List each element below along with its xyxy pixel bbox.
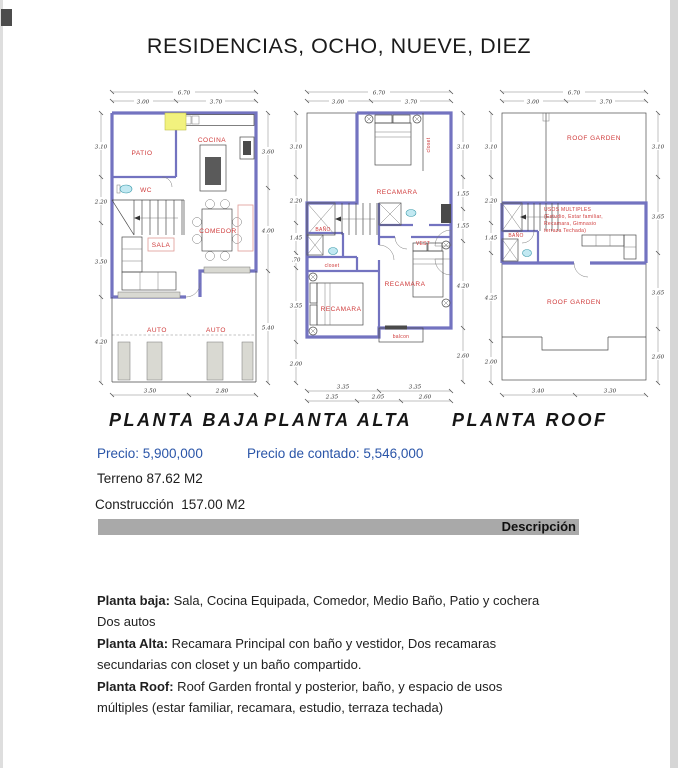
room-label-closet: closet <box>324 263 340 269</box>
dim-label: 4.00 <box>261 228 275 235</box>
dim-label: 2.35 <box>325 394 339 401</box>
dim-label: 3.10 <box>456 144 470 151</box>
room-label-usos-1: USOS MULTIPLES <box>544 207 592 213</box>
description-label: Planta Roof: <box>97 679 174 694</box>
room-label-sala: SALA <box>151 242 171 249</box>
dim-label: 3.10 <box>94 144 108 151</box>
dim-chain-top <box>110 88 258 106</box>
room-label-recamara-der: RECAMARA <box>384 281 426 288</box>
room-label-usos-3: Recamara, Gimnasio <box>544 221 597 227</box>
double-height-void <box>307 113 357 203</box>
room-label-recamara-principal: RECAMARA <box>376 189 418 196</box>
dim-chain-left <box>288 111 304 385</box>
page-title: RESIDENCIAS, OCHO, NUEVE, DIEZ <box>146 34 532 58</box>
dim-label: 5.40 <box>261 325 275 332</box>
room-label-usos-4: terraza Techada) <box>544 228 587 234</box>
description-header-label: Descripción <box>501 519 576 534</box>
description-planta-alta <box>97 634 542 675</box>
dim-label: 2.20 <box>484 198 498 205</box>
dim-label: 3.55 <box>289 303 303 310</box>
construction-area-text: Construcción 157.00 M2 <box>95 497 246 512</box>
dim-chain-top <box>305 88 453 106</box>
description-label: Planta baja: <box>97 593 170 608</box>
dim-label: 3.35 <box>408 384 422 391</box>
description-header-bar <box>98 519 579 535</box>
dim-label: 4.25 <box>484 295 498 302</box>
dim-label: 3.00 <box>136 99 150 106</box>
dim-label: 2.60 <box>651 354 665 361</box>
description-planta-baja <box>97 591 542 632</box>
dim-chain-left <box>93 111 109 385</box>
dim-label: 3.65 <box>651 214 665 221</box>
dim-label: 2.20 <box>289 198 303 205</box>
master-bedroom <box>365 113 423 171</box>
toilet-icon <box>120 185 132 193</box>
kitchen-fixtures <box>165 113 254 191</box>
dim-label: 6.70 <box>372 90 386 97</box>
room-label-roof-garden-top: ROOF GARDEN <box>567 135 621 142</box>
dim-label: 3.00 <box>526 99 540 106</box>
page-left-edge <box>0 0 3 768</box>
floorplan-planta-roof <box>478 85 673 415</box>
room-label-auto1: AUTO <box>147 327 167 334</box>
column <box>118 342 130 380</box>
room-label-recamara-izq: RECAMARA <box>320 306 362 313</box>
column <box>147 342 162 380</box>
room-label-bano: BAÑO <box>315 227 331 233</box>
dim-label: 3.65 <box>651 290 665 297</box>
dim-chain-bottom <box>500 389 648 398</box>
dim-label: 2.60 <box>418 394 432 401</box>
dim-chain-top <box>500 88 648 106</box>
room-label-roof-garden-bottom: ROOF GARDEN <box>547 299 601 306</box>
floorplan-planta-baja <box>88 85 283 415</box>
highlight-block <box>165 113 186 130</box>
dim-label: 1.55 <box>456 223 470 230</box>
bedroom-left <box>309 273 363 335</box>
land-area-text: Terreno 87.62 M2 <box>97 471 203 486</box>
room-label-bano: BAÑO <box>508 233 524 239</box>
dim-chain-left <box>483 111 499 385</box>
bedroom-right <box>413 241 450 307</box>
dim-chain-bottom <box>110 389 258 398</box>
description-text: Sala, Cocina Equipada, Comedor, Medio Baño, Patio y cochera Dos autos <box>97 593 540 629</box>
dim-label: 1.55 <box>456 191 470 198</box>
room-label-vest: VEST <box>415 241 431 247</box>
dim-label: 2.00 <box>289 361 303 368</box>
dim-chain-right <box>455 111 471 384</box>
column <box>242 342 253 380</box>
dim-chain-bottom <box>305 385 453 404</box>
dim-chain-right <box>260 111 276 385</box>
garage <box>112 271 256 382</box>
description-text: Roof Garden frontal y posterior, baño, y espacio de usos múltiples (estar familiar, recamara, estudio, terraza techada) <box>97 679 503 715</box>
dim-label: 3.10 <box>289 144 303 151</box>
dim-label: 2.20 <box>94 199 108 206</box>
dim-label: 4.20 <box>94 339 108 346</box>
dim-label: .70 <box>291 257 301 264</box>
dim-chain-right <box>650 111 666 385</box>
room-label-comedor: COMEDOR <box>199 228 237 235</box>
room-label-usos-2: (Estudio, Estar familiar, <box>544 214 603 220</box>
dim-label: 3.40 <box>531 388 545 395</box>
room-label-patio: PATIO <box>131 150 153 157</box>
dim-label: 1.45 <box>289 235 303 242</box>
cash-price-text: Precio de contado: 5,546,000 <box>247 446 424 461</box>
room-label-wc: WC <box>140 187 152 194</box>
island-cooktop <box>205 157 221 185</box>
room-label-closet-vertical: closet <box>426 137 432 153</box>
dim-label: 3.10 <box>484 144 498 151</box>
plan-name-planta-alta: PLANTA ALTA <box>264 410 413 430</box>
dim-label: 3.70 <box>599 99 613 106</box>
stairs <box>112 200 184 235</box>
dim-label: 1.45 <box>484 235 498 242</box>
dim-label: 3.30 <box>603 388 617 395</box>
dim-label: 6.70 <box>567 90 581 97</box>
plan-name-planta-baja: PLANTA BAJA <box>109 410 262 430</box>
column <box>207 342 223 380</box>
price-text: Precio: 5,900,000 <box>97 446 203 461</box>
dim-label: 4.20 <box>456 283 470 290</box>
dim-label: 3.50 <box>143 388 157 395</box>
room-label-auto2: AUTO <box>206 327 226 334</box>
sink-icon <box>406 210 416 217</box>
dim-label: 3.35 <box>336 384 350 391</box>
description-planta-roof <box>97 677 542 718</box>
stove-icon <box>243 141 251 155</box>
dim-label: 6.70 <box>177 90 191 97</box>
dim-label: 3.00 <box>331 99 345 106</box>
scan-artifact <box>1 9 12 26</box>
room-label-cocina: COCINA <box>197 137 227 144</box>
plan-name-planta-roof: PLANTA ROOF <box>452 410 608 430</box>
dim-label: 2.80 <box>215 388 229 395</box>
description-label: Planta Alta: <box>97 636 169 651</box>
toilet-icon <box>329 248 338 255</box>
floorplan-planta-alta <box>283 85 478 415</box>
dim-label: 3.70 <box>404 99 418 106</box>
dim-label: 3.10 <box>651 144 665 151</box>
sofa <box>582 235 636 259</box>
toilet-icon <box>523 250 532 257</box>
dim-label: 3.70 <box>209 99 223 106</box>
walls <box>502 113 646 380</box>
dim-label: 3.60 <box>261 149 275 156</box>
dim-label: 2.05 <box>371 394 385 401</box>
room-label-balcon: balcon <box>392 334 410 340</box>
dim-label: 2.60 <box>456 353 470 360</box>
dim-label: 2.00 <box>484 359 498 366</box>
description-text: Recamara Principal con baño y vestidor, Dos recamaras secundarias con closet y un baño compartido. <box>97 636 497 672</box>
dim-label: 3.50 <box>94 259 108 266</box>
